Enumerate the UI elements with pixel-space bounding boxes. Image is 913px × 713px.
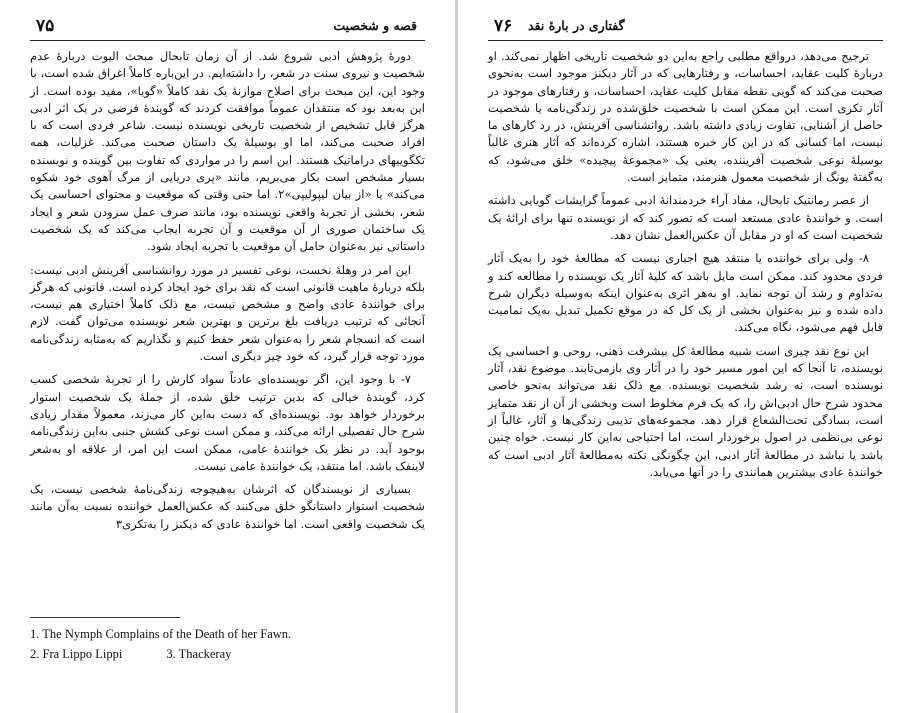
footnote: 3. Thackeray bbox=[166, 647, 232, 661]
right-running-title: گفتاری در بارۀ نقد bbox=[528, 18, 625, 33]
right-page bbox=[458, 0, 913, 713]
left-page-body bbox=[30, 48, 425, 539]
right-page-body bbox=[488, 48, 883, 487]
right-page-header bbox=[458, 14, 913, 40]
right-paragraph: ترجیح می‌دهد، درواقع مطلبی راجع به‌این دو شخصیت تاریخی اظهار نمی‌کند. او دربارۀ کلیت عقاید، احساسات، و رفتارهایی که در آثار دیکنز موجود است به‌نحوی صحبت می‌کند که گویی نقطه مقابل کلیت عقاید، احساسات، و رفتارهای موجود در آثار تکری است. این ممکن است با شخصیت خلق‌شده در زندگی‌نامه یا شخصیت حاصل از آشنایی، تفاوت زیادی داشته باشد. روانشناسی آفرینش، در رد کارهای ما نیست، اما کسانی که در این کار خبره هستند، اشاره کرده‌اند که آثار هنری غالباً بوسیلۀ نوعی شخصیت آفریننده، یعنی یک «مجموعۀ پیچیده» خلق می‌شود، که به‌گفتۀ یونگ از شخصیت معمول هنرمند، متمایز است. bbox=[488, 49, 883, 185]
footnote-rule bbox=[30, 617, 180, 618]
right-paragraph: از عصر رمانتیک تابحال، مفاد آراء خردمندانۀ ادبی عموماً گرایشات گویایی داشته است. و خوانندۀ عادی مستعد است که تصور کند که از نویسنده تنها برای ارائۀ یک شخصیت است که او در مقابل آن عکس‌العمل نشان دهد. bbox=[488, 193, 883, 242]
left-page bbox=[0, 0, 455, 713]
left-paragraph: بسیاری از نویسندگان که اثرشان به‌هیچوجه زندگی‌نامۀ شخصی نیست، یک شخصیت استوار داستانگو خلق می‌کنند که عکس‌العمل خواننده نسبت به‌آن مانند یک شخصیت واقعی است. اما خوانندۀ عادی که دیکنز را به‌تکری٣ bbox=[30, 482, 425, 531]
right-header-rule bbox=[488, 40, 883, 41]
left-paragraph: این امر در وهلۀ نخست، نوعی تفسیر در مورد روانشناسی آفرینش ادبی نیست: بلکه دربارۀ ماهیت قانونی است که نقد برای خود ایجاد کرده است. قانونی که هرگز برای خوانندۀ عادی واضح و مشخص نیست، مع ذلک کاملاً اختیاری هم نیست، آنجائی که ترتیب دریافت بلغ برترین و بهترین شعر نویسنده می‌توان گفت. لازم است که انسجام شعر را به‌عنوان شعر حفظ کنیم و نگذاریم که به‌مثابه زندگی‌نامه مورد توجه قرار گیرد، که خود چیز دیگری است. bbox=[30, 262, 425, 364]
left-page-number: ۷۵ bbox=[36, 16, 55, 36]
left-header-rule bbox=[30, 40, 425, 41]
right-paragraph: ٨- ولی برای خواننده یا منتقد هیچ اجباری نیست که مطالعۀ خود را به‌یک آثار فردی محدود کند. ممکن است مایل باشد که کلیۀ آثار یک نویسنده را مطالعه کند و به‌تداوم و رشد آن توجه نماید. او به‌هر اثری به‌عنوان اینکه به‌وسیله دیگران شرح داده شده و نیز به‌عنوان بخشی از یک کل که در موقع تکمیل تبدیل به‌یک تمامیت قابل فهم می‌شود، نگاه می‌کند. bbox=[488, 251, 883, 335]
right-paragraph: این نوع نقد چیزی است شبیه مطالعۀ کل بیشرفت ذهنی، روحی و احساسی یک نویسنده، تا آنجا که این امور مسیر خود را در آثار وی بازمی‌تابند. موضوع نقد، آثار نویسنده است، نه رشد شخصیت نویسنده. مع ذلک نقد می‌تواند به‌نحو خاصی محدود شرح حال ادبی‌اش را، که یک فرم مخلوط است وبخشی از آن از نقد متمایز است، بسادگی تحت‌الشعاع قرار دهد. مجموعه‌های تذیبی زندگی‌ها و آثار، غالباً از نوعی بی‌نظمی در اصول برخوردار است، اما احتیاجی به‌این کار نیست. خواه چنین باشد یا نباشد در مطالعۀ آثار ادبی، این چگونگی نکته به‌مطالعۀ آثار ادبی است که خوانندۀ عادی بیشترین همانندی را در آنها می‌یابد. bbox=[488, 343, 883, 479]
footnote: 2. Fra Lippo Lippi bbox=[30, 647, 123, 661]
left-paragraph: ٧- با وجود این، اگر نویسنده‌ای عادتاً سواد کارش را از تجربۀ شخصی کسب کرد، گویندۀ خیالی که بدین ترتیب خلق شده، از جملۀ یک شخصیت استوار برخوردار خواهد بود. نویسنده‌ای که دست به‌این کار می‌زند، معمولاً مقدار زیادی شرح حال تفصیلی ارائه می‌کند، و ممکن است نوعی کشش جنبی به‌این زندگی‌نامه بوجود آید. در نظر یک خوانندۀ عامی، ممکن است این امر، از علاقه او به‌شعر لاینفک باشد. اما منتقد، یک خوانندۀ عامی نیست. bbox=[30, 372, 425, 473]
left-paragraph: دورۀ پژوهش ادبی شروع شد. از آن زمان تابحال مبحث الیوت دربارۀ عدم شخصیت و نیروی سنت در شعر، را داشته‌ایم. در این‌باره کاملاً اغراق شده است، با وجود این، این مبحث برای اصلاح موازنۀ یک نقد کاملاً «گویا»، مفید بوده است. از این به‌بعد بود که منتقدان عموماً موافقت کردند که گویندۀ فرضی در یک اثر ادبی هرگز قابل تشخیص از شخصیت تاریخی نویسنده نیست. شاعر فردی است که با افراد صحبت می‌کند، اما او بوسیلۀ یک داستان صحبت می‌کند. غزلیات، همه تکگوییهای دراماتیک هستند. این اسم را در مواردی که تفاوت بین گوینده و نویسنده بسیار مشخص است بکار می‌بریم، مانند «پری دریایی از مرگ آهوی خود شکوه می‌کند» یا «از بیان لیپولیپی»٢. اما حتی وقتی که موقعیت و محتوای احساسی یک شعر، بخشی از تجربۀ واقعی نویسنده بود، مانند صرف عمل سرودن شعر و ایجاد یک ساختمان صوری از آن موقعیت و آن تجربه ایجاب می‌کند که یک شخصیت داستانی نیز به‌عنوان حامل آن موقعیت با تجربه ایجاد شود. bbox=[30, 49, 425, 254]
left-running-title: قصه و شخصیت bbox=[333, 18, 417, 33]
footnote: 1. The Nymph Complains of the Death of her Fawn. bbox=[30, 627, 292, 641]
left-page-header bbox=[0, 14, 455, 40]
footnotes bbox=[30, 624, 430, 664]
right-page-number: ۷۶ bbox=[494, 16, 513, 36]
